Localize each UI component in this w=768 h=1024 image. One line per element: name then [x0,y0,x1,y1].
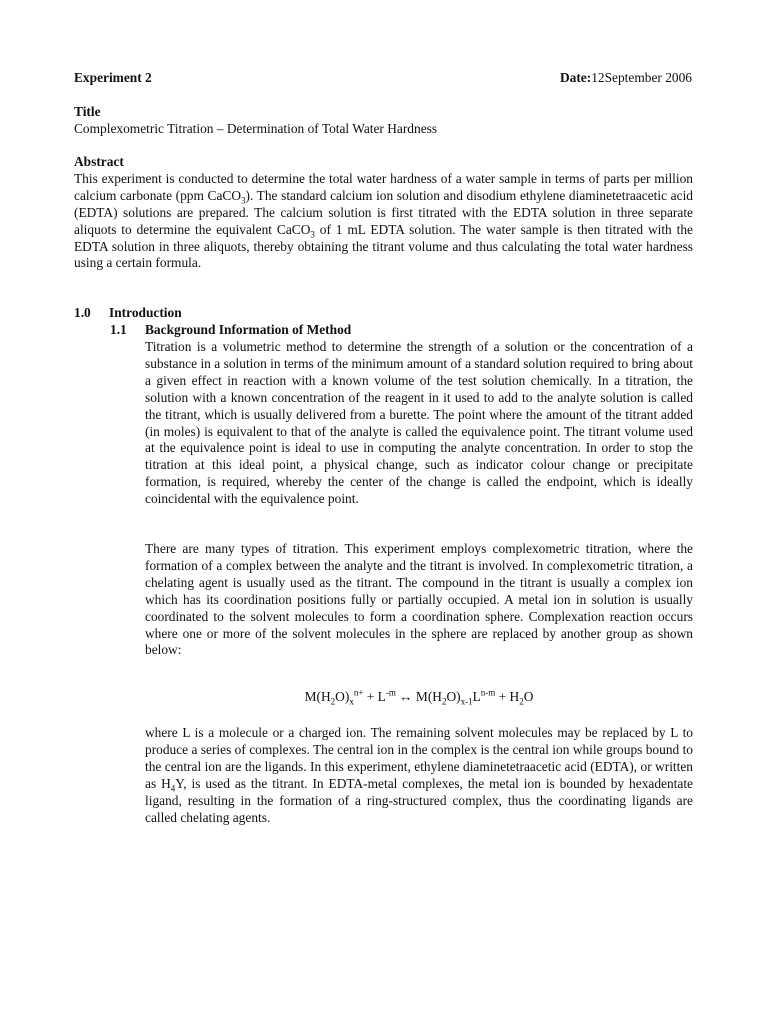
title-section [74,104,693,138]
title-text: Complexometric Titration – Determination of Total Water Hardness [74,120,438,136]
abstract-section [74,154,693,272]
complexation-equation [145,689,693,706]
date-value: 12September 2006 [591,70,692,85]
eq-part: + L [363,689,386,704]
eq-sub: x [349,696,354,707]
paragraph-titration: Titration is a volumetric method to determine the strength of a solution or the concentration of a substance in a solution in terms of the minimum amount of a standard solution required to bring about a given effect in reaction with a known volume of the test solution chemically. In a titration, the solution with a known concentration of the reagent in it used to add to the analyte solution is called the titrant, which is usually delivered from a burette. The point where the amount of the titrant added (in moles) is equivalent to that of the analyte is called the equivalence point. The titrant volume used at the equivalence point is ideal to use in computing the analyte concentration. In order to stop the titration at this ideal point, a physical change, such as indicator colour change or precipitate formation, is required, whereby the center of the change is called the endpoint, which is ideally coincidental with the equivalence point. [145,339,693,507]
subscript: 3 [310,229,315,240]
paragraph-complexometric: There are many types of titration. This experiment employs complexometric titration, where the formation of a complex between the analyte and the titrant is involved. In complexometric titration, a chelating agent is usually used as the titrant. The compound in the titrant is usually a complex ion which has its coordination positions fully or partially occupied. A metal ion in solution is usually coordinated to the solvent molecules to form a coordination sphere. Complexation reaction occurs where one or more of the solvent molecules in the sphere are replaced by another group as shown below: [145,541,693,658]
subscript: 4 [170,783,176,794]
paragraph-part: where L is a molecule or a charged ion. The remaining solvent molecules may be replaced by L to produce a series of complexes. The central ion in the complex is the central ion while groups bound to the central ion are the ligands. In this experiment, ethylene diaminetetraacetic acid (EDTA), or written as H [145,725,693,791]
eq-sub: x-1 [460,696,473,707]
subscript: 3 [241,195,246,206]
eq-part: ↔ M(H [395,689,442,704]
eq-sup: n+ [353,687,364,698]
abstract-text-part: This experiment is conducted to determine the total water hardness of a water sample in terms of parts per million calcium carbonate (ppm CaCO [74,170,693,203]
header-row [74,70,692,88]
section-heading [74,305,182,322]
eq-part: L [472,689,481,704]
experiment-number: Experiment 2 [74,70,152,85]
date-label: Date: [559,70,592,85]
eq-sup: n-m [480,687,496,698]
section-number: 1.0 [74,305,91,320]
eq-sub: 2 [441,696,447,707]
abstract-text [74,171,693,272]
subsection-heading [110,322,351,339]
abstract-text-part: of 1 mL EDTA solution. The water sample is then titrated with the EDTA solution in three aliquots, thereby obtaining the titrant volume and thus calculating the total water hardness using a certain formula. [74,221,693,271]
abstract-label: Abstract [74,154,124,169]
experiment-date [560,70,692,87]
subsection-title: Background Information of Method [145,322,352,337]
eq-sub: 2 [519,696,524,707]
abstract-text-part: ). The standard calcium ion solution and disodium ethylene diaminetetraacetic acid (EDTA) solutions are prepared. The calcium solution is first titrated with the EDTA solution in three separate aliquots to determine the equivalent CaCO [74,187,693,237]
paragraph-ligands [145,725,693,826]
paragraph-part: Y, is used as the titrant. In EDTA-metal complexes, the metal ion is bounded by hexadentate ligand, resulting in the formation of a ring-structured complex, thus the coordinating ligands are called chelating agents. [145,775,693,825]
subsection-number: 1.1 [110,322,127,337]
title-label: Title [74,104,101,119]
eq-sup: -m [385,687,396,698]
eq-part: M(H [304,689,331,704]
eq-part: O) [446,689,461,704]
section-title: Introduction [109,305,182,320]
eq-part: + H [495,689,520,704]
eq-sub: 2 [330,696,336,707]
eq-part: O) [335,689,350,704]
eq-part: O [523,689,534,704]
